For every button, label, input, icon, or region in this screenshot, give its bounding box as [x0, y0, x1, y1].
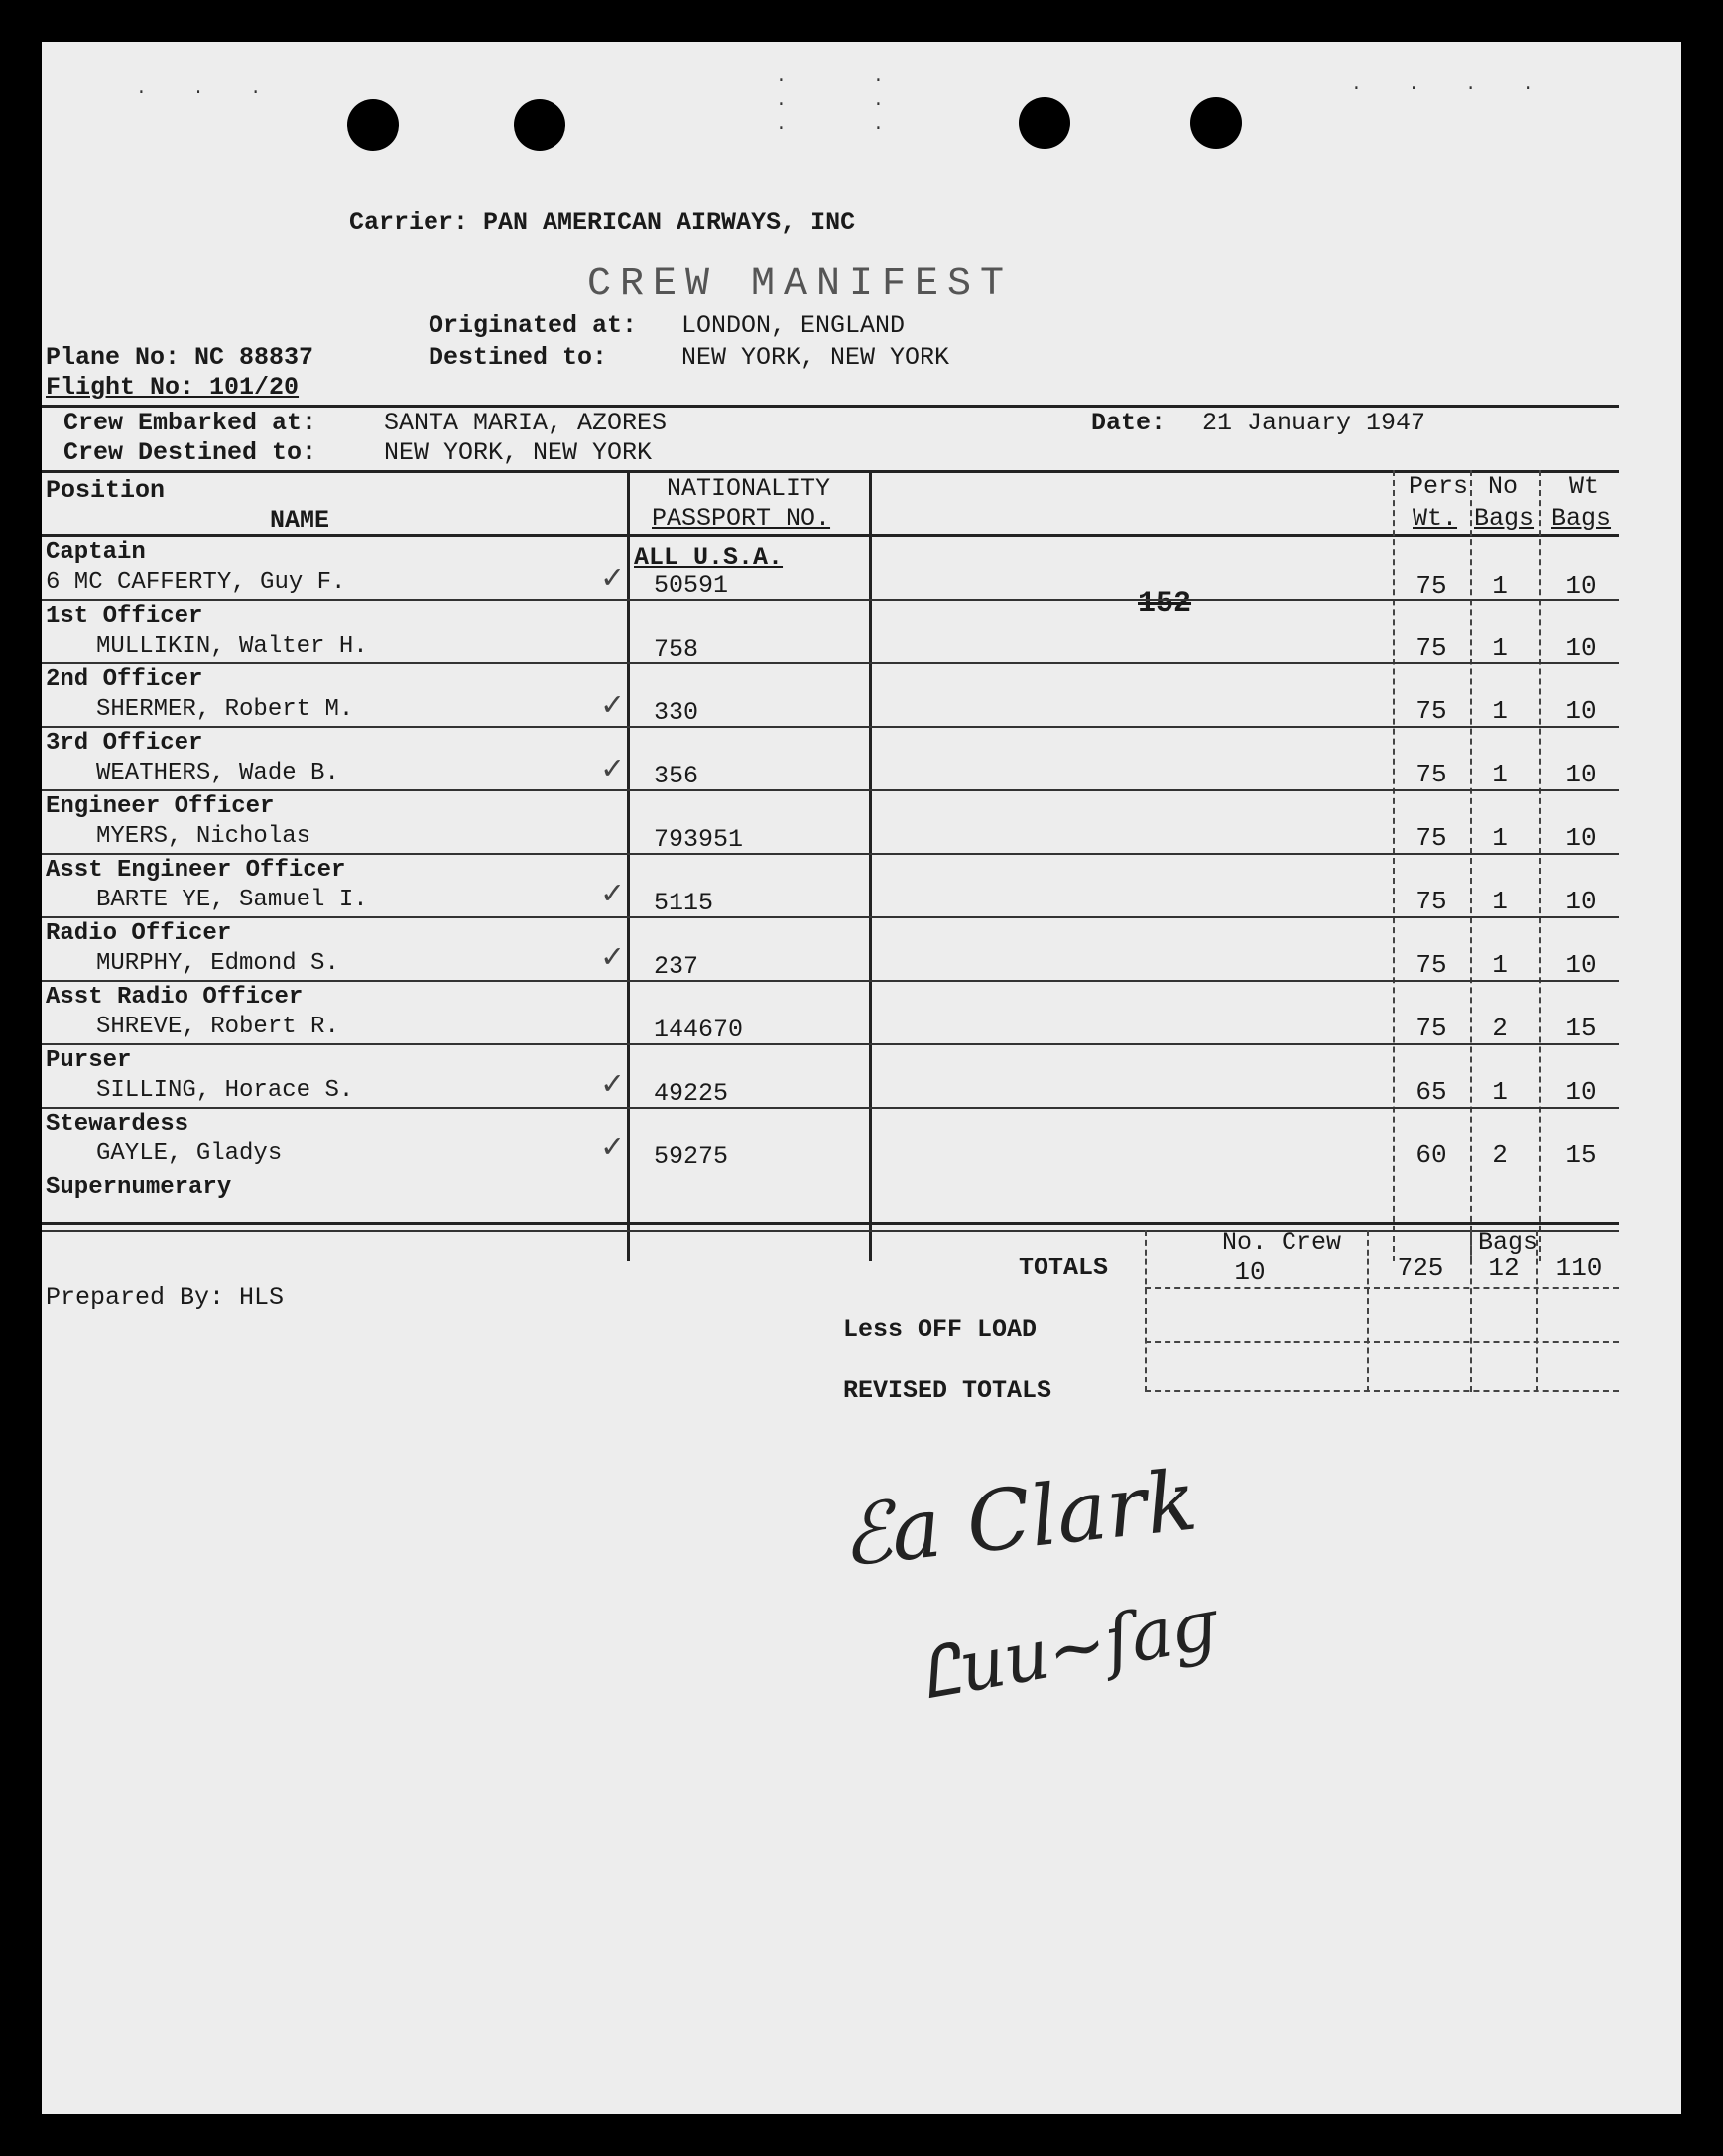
position-engineer-officer: Engineer Officer [46, 793, 275, 820]
position-purser: Purser [46, 1047, 132, 1074]
signature-second: Ꮭuu∼ſaɡ [915, 1583, 1223, 1716]
embarked-label: Crew Embarked at: [63, 409, 317, 437]
pers-wt: 75 [1415, 950, 1447, 980]
crew-name: BARTE YE, Samuel I. [96, 887, 368, 913]
no-bags: 2 [1492, 1140, 1508, 1170]
passport-number: 59275 [654, 1142, 729, 1171]
document-title: CREW MANIFEST [587, 262, 1014, 306]
passport-number: 50591 [654, 571, 729, 600]
col-wt: Wt [1569, 472, 1600, 501]
embarked-value: SANTA MARIA, AZORES [384, 409, 668, 437]
col-passport: PASSPORT NO. [652, 504, 831, 533]
date-label: Date: [1091, 409, 1167, 437]
plane-number: Plane No: NC 88837 [46, 343, 314, 372]
destined-value: NEW YORK, NEW YORK [681, 343, 950, 372]
col-no: No [1488, 472, 1519, 501]
position-captain: Captain [46, 539, 146, 566]
passport-number: 49225 [654, 1079, 729, 1108]
no-bags: 1 [1492, 633, 1508, 662]
check-mark: ✓ [602, 752, 623, 789]
destined-label: Destined to: [429, 343, 608, 372]
no-bags: 1 [1492, 571, 1508, 601]
no-bags: 1 [1492, 1077, 1508, 1107]
no-bags: 1 [1492, 823, 1508, 853]
position-3rd-officer: 3rd Officer [46, 730, 203, 757]
col-pers-wt: Wt. [1413, 504, 1458, 533]
crew-name: SILLING, Horace S. [96, 1077, 354, 1104]
check-mark: ✓ [602, 688, 623, 726]
total-bags: 12 [1488, 1254, 1520, 1283]
crew-name: GAYLE, Gladys [96, 1140, 283, 1167]
pers-wt: 75 [1415, 1014, 1447, 1043]
pers-wt: 75 [1415, 696, 1447, 726]
wt-bags: 15 [1565, 1140, 1597, 1170]
crew-name: MURPHY, Edmond S. [96, 950, 339, 977]
col-name: NAME [270, 506, 330, 535]
pers-wt: 60 [1415, 1140, 1447, 1170]
position-1st-officer: 1st Officer [46, 603, 203, 630]
position-radio-officer: Radio Officer [46, 920, 232, 947]
total-crew: 10 [1234, 1258, 1266, 1287]
col-nationality: NATIONALITY [667, 474, 831, 503]
position-2nd-officer: 2nd Officer [46, 666, 203, 693]
bags-label: Bags [1478, 1228, 1538, 1257]
no-bags: 2 [1492, 1014, 1508, 1043]
wt-bags: 10 [1565, 887, 1597, 916]
check-mark: ✓ [602, 940, 623, 978]
wt-bags: 10 [1565, 571, 1597, 601]
wt-bags: 10 [1565, 950, 1597, 980]
manifest-sheet [42, 42, 1681, 2114]
passport-number: 356 [654, 762, 699, 790]
no-bags: 1 [1492, 887, 1508, 916]
total-pers-wt: 725 [1397, 1254, 1444, 1283]
crew-name: MULLIKIN, Walter H. [96, 633, 368, 659]
crew-name: 6 MC CAFFERTY, Guy F. [46, 569, 346, 596]
check-mark: ✓ [602, 1131, 623, 1168]
crew-name: MYERS, Nicholas [96, 823, 311, 850]
col-no-bags: Bags [1474, 504, 1535, 533]
crew-destined-value: NEW YORK, NEW YORK [384, 438, 653, 467]
pers-wt: 75 [1415, 760, 1447, 789]
handwritten-note: 152 [1138, 587, 1192, 621]
no-bags: 1 [1492, 950, 1508, 980]
flight-number: Flight No: 101/20 [46, 373, 300, 402]
date-value: 21 January 1947 [1202, 409, 1426, 437]
col-pers: Pers [1409, 472, 1469, 501]
prepared-by: Prepared By: HLS [46, 1283, 285, 1312]
punch-hole [347, 99, 399, 151]
pers-wt: 75 [1415, 571, 1447, 601]
wt-bags: 10 [1565, 760, 1597, 789]
no-crew-label: No. Crew [1222, 1228, 1342, 1257]
passport-number: 793951 [654, 825, 744, 854]
paper-specks: · · · [136, 83, 280, 103]
position-asst-engineer: Asst Engineer Officer [46, 857, 346, 884]
pers-wt: 65 [1415, 1077, 1447, 1107]
pers-wt: 75 [1415, 633, 1447, 662]
total-bag-wt: 110 [1555, 1254, 1603, 1283]
pers-wt: 75 [1415, 823, 1447, 853]
punch-hole [514, 99, 565, 151]
passport-number: 330 [654, 698, 699, 727]
carrier-line: Carrier: PAN AMERICAN AIRWAYS, INC [349, 208, 856, 237]
crew-destined-label: Crew Destined to: [63, 438, 317, 467]
paper-specks: · · · · [1351, 79, 1551, 99]
check-mark: ✓ [602, 1067, 623, 1105]
passport-number: 237 [654, 952, 699, 981]
check-mark: ✓ [602, 561, 623, 599]
wt-bags: 10 [1565, 696, 1597, 726]
col-wt-bags: Bags [1551, 504, 1612, 533]
less-off-load-label: Less OFF LOAD [843, 1315, 1038, 1344]
check-mark: ✓ [602, 877, 623, 914]
paper-specks: · · · [776, 71, 787, 139]
position-asst-radio-officer: Asst Radio Officer [46, 984, 304, 1011]
position-stewardess: Stewardess [46, 1111, 189, 1138]
wt-bags: 15 [1565, 1014, 1597, 1043]
crew-name: SHERMER, Robert M. [96, 696, 354, 723]
punch-hole [1190, 97, 1242, 149]
passport-number: 5115 [654, 889, 714, 917]
wt-bags: 10 [1565, 1077, 1597, 1107]
signature-clark: ℰa Clark [835, 1451, 1202, 1586]
passport-number: 144670 [654, 1016, 744, 1044]
no-bags: 1 [1492, 696, 1508, 726]
pers-wt: 75 [1415, 887, 1447, 916]
punch-hole [1019, 97, 1070, 149]
crew-name: WEATHERS, Wade B. [96, 760, 339, 786]
wt-bags: 10 [1565, 823, 1597, 853]
col-position: Position [46, 476, 166, 505]
nationality-value: ALL U.S.A. [634, 543, 784, 572]
revised-totals-label: REVISED TOTALS [843, 1377, 1052, 1405]
wt-bags: 10 [1565, 633, 1597, 662]
totals-label: TOTALS [1019, 1254, 1109, 1282]
no-bags: 1 [1492, 760, 1508, 789]
paper-specks: · · · [873, 71, 884, 139]
position-supernumerary: Supernumerary [46, 1174, 232, 1201]
originated-label: Originated at: [429, 311, 638, 340]
passport-number: 758 [654, 635, 699, 663]
crew-name: SHREVE, Robert R. [96, 1014, 339, 1040]
originated-value: LONDON, ENGLAND [681, 311, 906, 340]
